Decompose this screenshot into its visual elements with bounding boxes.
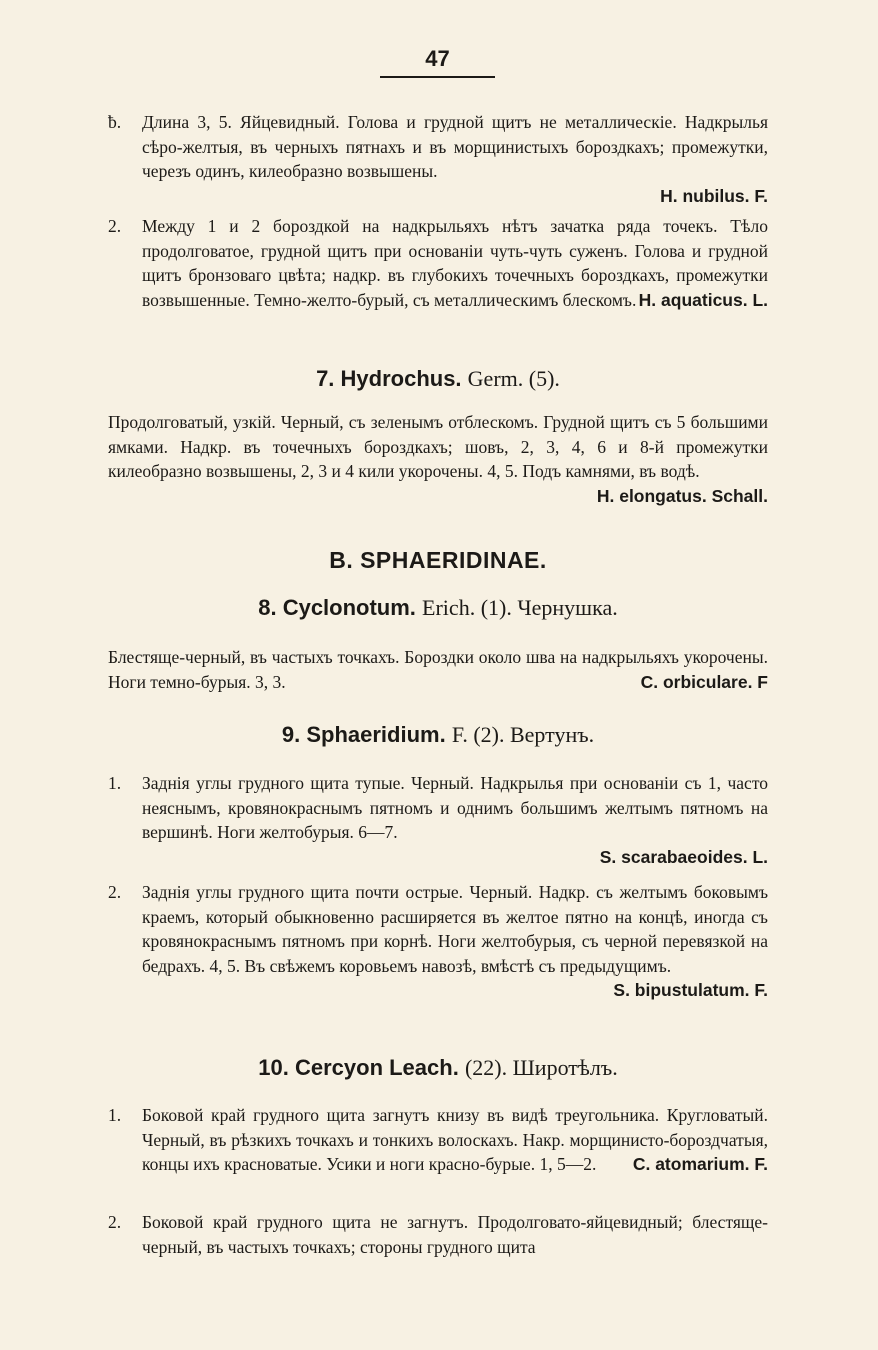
- key-entry: [108, 771, 768, 869]
- genus-heading: [108, 595, 768, 621]
- species-name: H. nubilus. F.: [660, 185, 768, 206]
- entry-number: 2.: [108, 1212, 122, 1232]
- page-number: 47: [425, 46, 450, 71]
- species-name: S. bipustulatum. F.: [613, 980, 768, 1000]
- genus-author: Erich. (1). Чернушка.: [422, 595, 618, 620]
- key-entry: [108, 214, 768, 312]
- species-name: H. aquaticus. L.: [638, 289, 768, 310]
- genus-name: 9. Sphaeridium.: [281, 722, 446, 747]
- species-name: S. scarabaeoides. L.: [599, 846, 768, 867]
- page-number-rule: [380, 76, 495, 78]
- genus-name: 10. Cercyon Leach.: [258, 1055, 459, 1080]
- key-entry: [108, 1210, 768, 1259]
- genus-heading: [108, 722, 768, 748]
- entry-number: 2.: [108, 882, 122, 902]
- description-text: Блестяще-черный, въ частыхъ точкахъ. Бороздки около шва на надкрыльяхъ укорочены. Ноги темно-бурыя. 3, 3.: [108, 647, 768, 692]
- key-entry: [108, 1103, 768, 1177]
- description-text: Продолговатый, узкій. Черный, съ зеленымъ отблескомъ. Грудной щитъ съ 5 большими ямками. Надкр. въ точечныхъ бороздкахъ; шовъ, 2, 3, 4, 6 и 8-й промежутки килеобразно возвышены, 2, 3 и 4 кили укорочены. 4, 5. Подъ камнями, въ водѣ.: [108, 412, 768, 481]
- entry-text: Заднія углы грудного щита почти острые. Черный. Надкр. съ желтымъ боковымъ краемъ, который обыкновенно расширяется въ желтое пятно на концѣ, иногда съ кровянокраснымъ пятномъ при корнѣ. Ноги желтобурыя, съ черной перевязкой на бедрахъ. 4, 5. Въ свѣжемъ коровьемъ навозѣ, вмѣстѣ съ предыдущимъ.: [142, 882, 768, 976]
- species-name: H. elongatus. Schall.: [596, 485, 768, 506]
- genus-description: [108, 410, 768, 508]
- entry-text: Заднія углы грудного щита тупые. Черный. Надкрылья при основаніи съ 1, часто неяснымъ, кровянокраснымъ пятномъ и однимъ большимъ желтымъ пятномъ на вершинѣ. Ноги желтобурыя. 6—7.: [142, 773, 768, 842]
- key-entry: [108, 880, 768, 1003]
- genus-name: 7. Hydrochus.: [316, 366, 462, 391]
- species-name: C. orbiculare. F: [640, 671, 768, 692]
- species-name: C. atomarium. F.: [632, 1154, 768, 1174]
- genus-heading: [108, 366, 768, 392]
- genus-author: F. (2). Вертунъ.: [451, 722, 595, 747]
- entry-number: 1.: [108, 773, 122, 793]
- genus-heading: [108, 1055, 768, 1081]
- genus-author: Germ. (5).: [467, 366, 560, 391]
- genus-description: [108, 645, 768, 694]
- entry-text: Длина 3, 5. Яйцевидный. Голова и грудной щитъ не металлическіе. Надкрылья сѣро-желтыя, въ черныхъ пятнахъ и въ морщинистыхъ бороздкахъ; промежутки, черезъ одинъ, килеобразно возвышены.: [142, 112, 768, 181]
- entry-number: 2.: [108, 216, 122, 236]
- entry-number: ƀ.: [108, 112, 122, 132]
- section-title: B. SPHAERIDINAE.: [329, 547, 547, 573]
- entry-number: 1.: [108, 1105, 122, 1125]
- entry-text: Боковой край грудного щита не загнутъ. Продолговато-яйцевидный; блестяще-черный, въ частыхъ точкахъ; стороны грудного щита: [142, 1212, 768, 1257]
- entry-text: Боковой край грудного щита загнутъ книзу въ видѣ треугольника. Кругловатый. Черный, въ рѣзкихъ точкахъ и тонкихъ волоскахъ. Накр. морщинисто-бороздчатыя, концы ихъ красноватые. Усики и ноги красно-бурые. 1, 5—2.: [142, 1105, 768, 1174]
- key-entry: [108, 110, 768, 208]
- genus-author: (22). Широтѣлъ.: [464, 1055, 618, 1080]
- genus-name: 8. Cyclonotum.: [258, 595, 416, 620]
- entry-text: Между 1 и 2 бороздкой на надкрыльяхъ нѣтъ зачатка ряда точекъ. Тѣло продолговатое, грудной щитъ при основаніи чуть-чуть суженъ. Голова и грудной щитъ бронзоваго цвѣта; надкр. въ глубокихъ точечныхъ бороздкахъ, промежутки возвышенные. Темно-желто-бурый, съ металлическимъ блескомъ.: [142, 216, 768, 310]
